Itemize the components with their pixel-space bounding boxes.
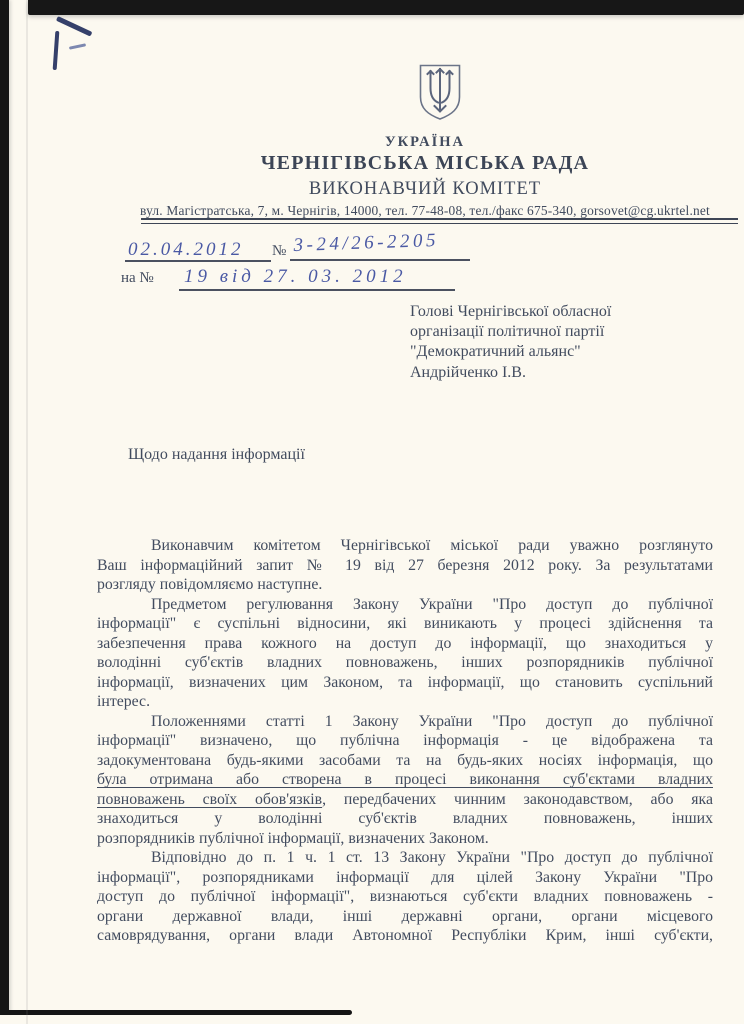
body-line: інформації" визначено, що публічна інформація - це відображена та [97,732,713,749]
body-line: забезпечення права кожного на доступ до інформації, що знаходиться у [97,634,713,652]
body-line: Предметом регулювання Закону України "Про доступ до публічної [151,595,713,613]
letterhead-country: УКРАЇНА [384,134,466,150]
body-line: розпорядників публічної інформації, визначених Законом. [97,829,489,847]
body-line: доступ до публічної інформації", визнаються суб'єкти владних повноважень - [97,888,713,905]
body-line: інформації" є суспільні відносини, які виникають у процесі здійснення та [97,615,713,632]
body-line: Положеннями статті 1 Закону України "Про доступ до публічної [151,712,713,730]
number-underline [290,259,470,261]
reply-to-label: на № [121,270,154,286]
recipient-line: Андрійченко І.В. [410,363,526,381]
pen-mark-arrow [69,43,86,49]
underlined-text: повноважень своїх обов'язків [97,790,323,808]
letterhead-organization: ЧЕРНІГІВСЬКА МІСЬКА РАДА [260,152,590,174]
letterhead-department: ВИКОНАВЧИЙ КОМІТЕТ [308,179,542,199]
body-line: Ваш інформаційний запит № 19 від 27 березня 2012 року. За результатами [97,556,713,574]
letter-body [97,536,713,946]
scan-crease-line [26,0,28,1024]
reply-reference-handwritten: 19 від 27. 03. 2012 [184,266,407,287]
reply-underline [179,289,455,291]
outgoing-date-handwritten: 02.04.2012 [128,239,244,260]
body-line: інформації, визначених цим Законом, та інформації, що становить суспільний [97,673,713,691]
body-line: розгляду повідомляємо наступне. [97,576,323,593]
ukraine-trident-emblem-icon [417,62,463,122]
subject-line: Щодо надання інформації [128,446,305,463]
body-line: самоврядування, органи влади Автономної Республіки Крим, інші суб'єкти, [97,927,713,944]
body-line: Відповідно до п. 1 ч. 1 ст. 13 Закону України "Про доступ до публічної [151,849,713,866]
body-line: органи державної влади, інші державні органи, органи місцевого [97,907,713,925]
recipient-line: Голові Чернігівської обласної [410,303,612,320]
body-line: інтерес. [97,693,151,710]
body-line-text: , передбачених чинним законодавством, або яка [322,790,714,808]
letterhead-rule [141,218,738,224]
pen-mark-vertical [53,31,60,70]
scan-artifact-top-bar [28,0,744,15]
body-line: інформації", розпорядниками інформації для цілей Закону України "Про [97,868,713,886]
scan-artifact-bottom-line [0,1010,352,1015]
body-line: володінні суб'єктів владних повноважень, інших розпорядників публічної [97,654,713,671]
pen-mark-diagonal [56,16,92,36]
body-line: знаходиться у володінні суб'єктів владних повноважень, інших [97,810,713,827]
body-line: задокументована будь-якими засобами та на будь-яких носіях інформація, що [97,751,713,769]
date-underline [125,260,271,262]
recipient-line: організації політичної партії [410,323,605,341]
outgoing-number-handwritten: 3-24/26-2205 [293,229,440,257]
body-line: Виконавчим комітетом Чернігівської міської ради уважно розглянуто [151,537,713,554]
body-line-underlined: була отримана або створена в процесі виконання суб'єктами владних [97,771,713,788]
recipient-line: "Демократичний альянс" [410,343,581,361]
recipient-block [410,302,710,383]
body-line [97,790,713,810]
number-sign-label: № [272,243,287,259]
scan-artifact-left-bar [0,0,9,1013]
letterhead-address: вул. Магістратська, 7, м. Чернігів, 14000, тел. 77-48-08, тел./факс 675-340, gorsovet@cg.ukrtel.net [140,203,710,218]
